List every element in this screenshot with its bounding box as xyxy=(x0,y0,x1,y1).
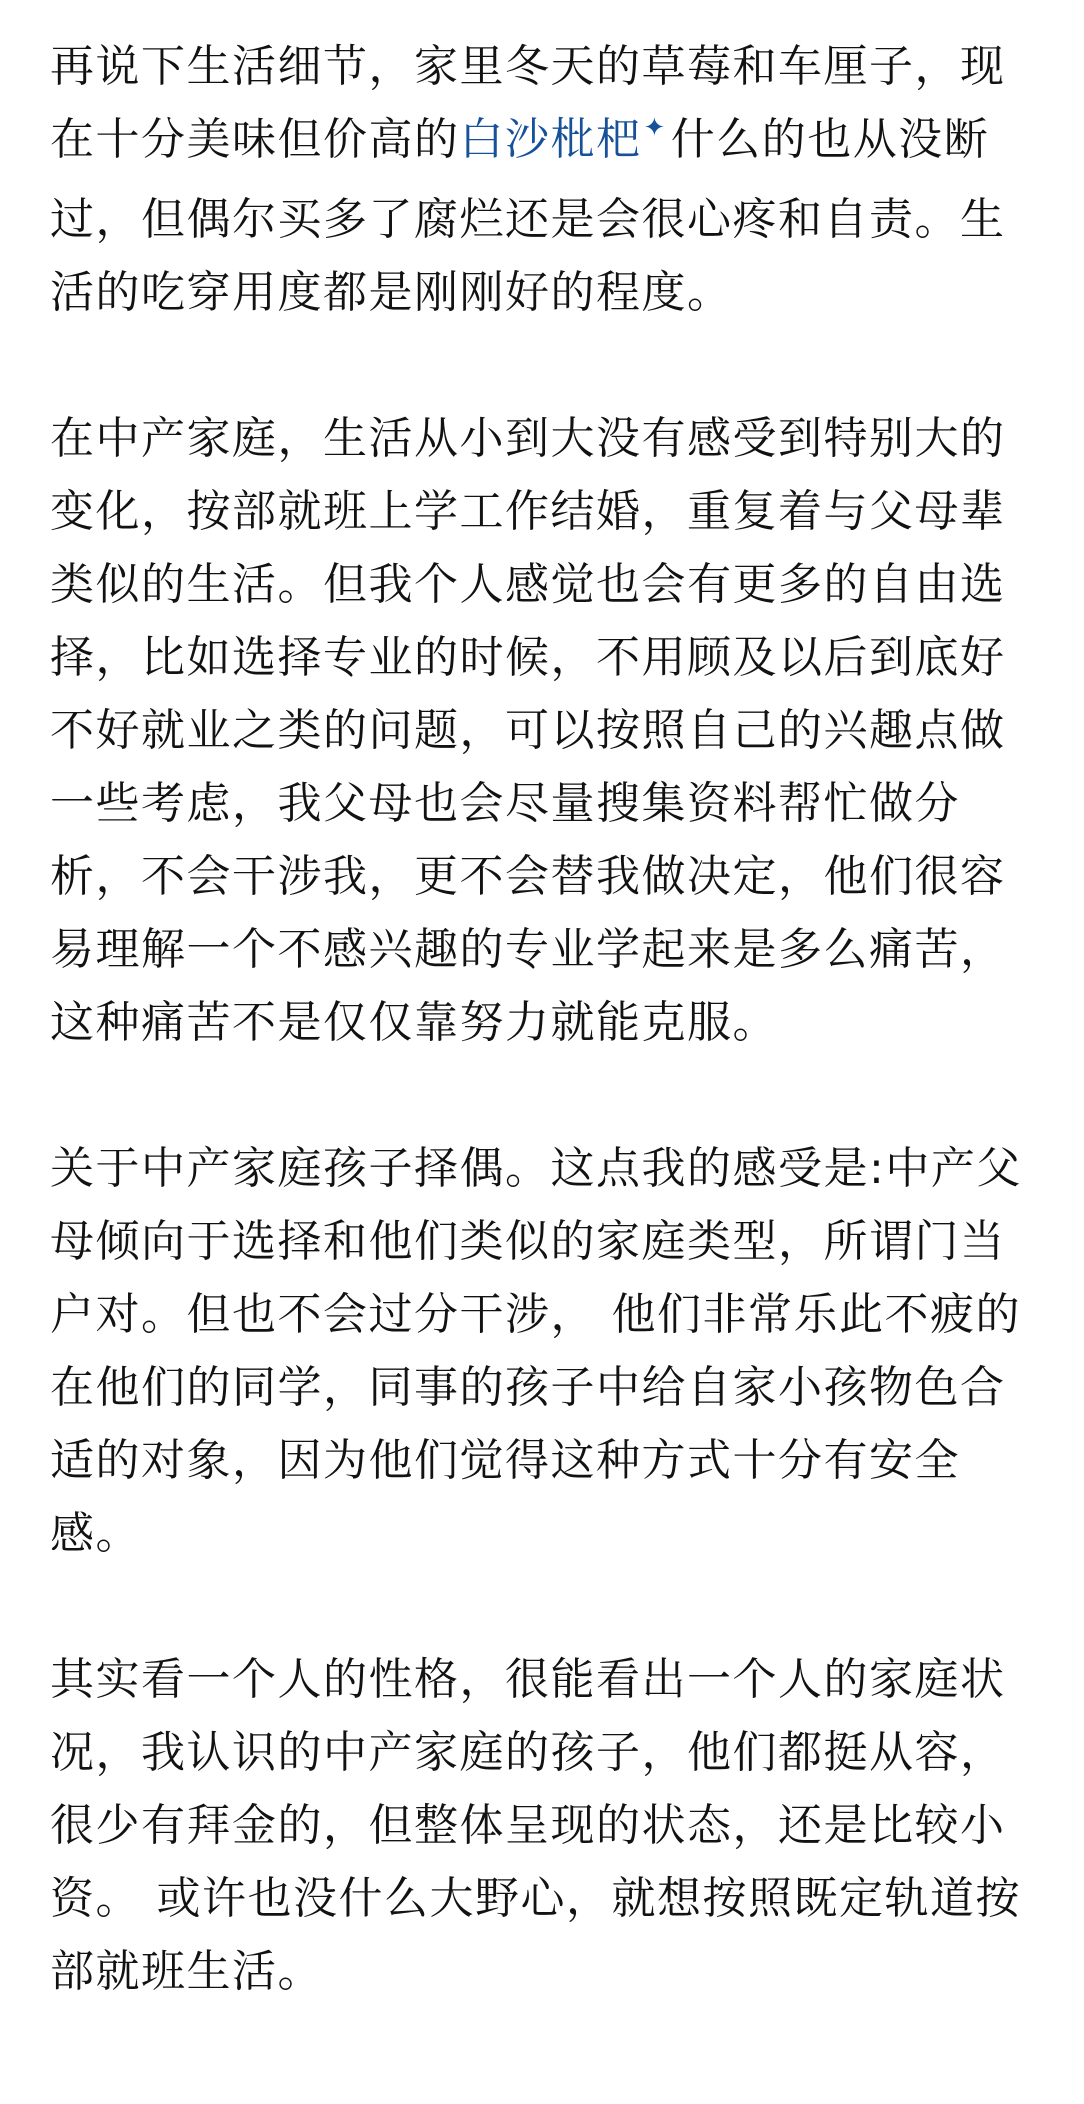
paragraph-3: 关于中产家庭孩子择偶。这点我的感受是:中产父母倾向于选择和他们类似的家庭类型，所谓门当户对。但也不会过分干涉， 他们非常乐此不疲的在他们的同学，同事的孩子中给自家小孩物色合适的对象，因为他们觉得这种方式十分有安全感。 xyxy=(50,1143,1022,1559)
sparkle-icon: ✦ xyxy=(643,113,667,143)
keyword-link-baisha-loquat[interactable] xyxy=(460,114,671,165)
paragraph-1-text-before: 再说下生活细节，家里冬天的草莓和车厘子，现在十分美味但价高的 xyxy=(50,41,1006,165)
keyword-link-label: 白沙枇杷 xyxy=(459,114,642,165)
paragraph-2: 在中产家庭，生活从小到大没有感受到特别大的变化，按部就班上学工作结婚，重复着与父母辈类似的生活。但我个人感觉也会有更多的自由选择，比如选择专业的时候，不用顾及以后到底好不好就业之类的问题，可以按照自己的兴趣点做一些考虑，我父母也会尽量搜集资料帮忙做分析，不会干涉我，更不会替我做决定，他们很容易理解一个不感兴趣的专业学起来是多么痛苦，这种痛苦不是仅仅靠努力就能克服。 xyxy=(50,413,1006,1048)
paragraph-1-text-after: 什么的也从没断过，但偶尔买多了腐烂还是会很心疼和自责。生活的吃穿用度都是刚刚好的程度。 xyxy=(50,114,1006,318)
paragraph-1 xyxy=(50,30,1045,329)
paragraph-4: 其实看一个人的性格，很能看出一个人的家庭状况，我认识的中产家庭的孩子，他们都挺从容，很少有拜金的，但整体呈现的状态，还是比较小资。 或许也没什么大野心，就想按照既定轨道按部就班生活。 xyxy=(50,1654,1021,1997)
article-body xyxy=(50,30,1045,2008)
